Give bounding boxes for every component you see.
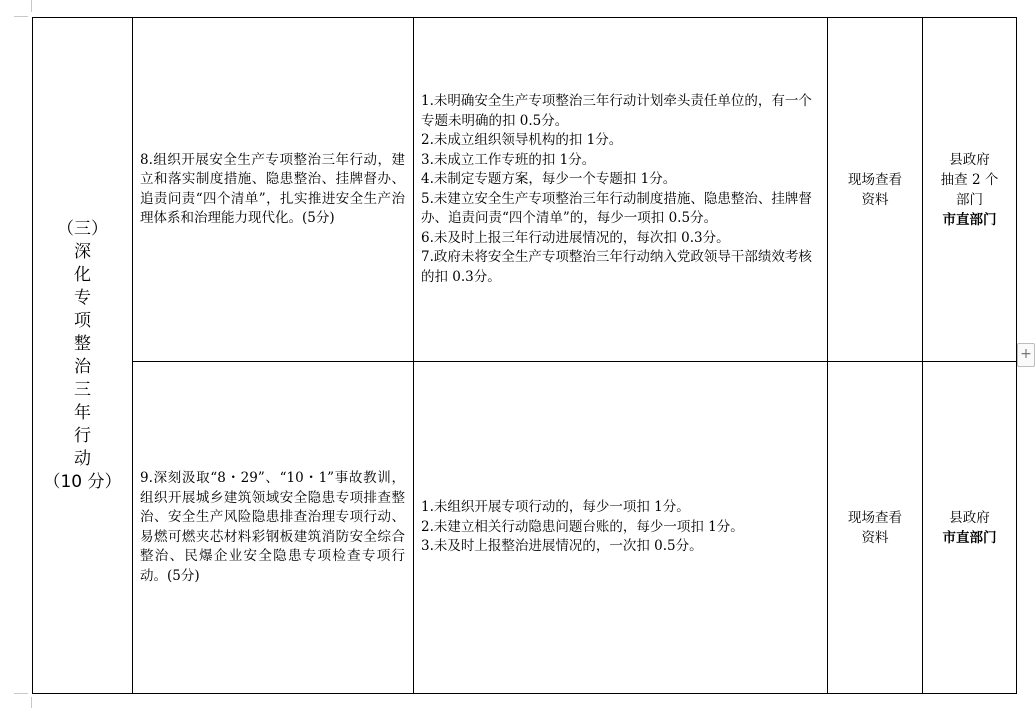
item-9: 9.深刻汲取“8・29”、“10・1”事故教训，组织开展城乡建筑领域安全隐患专项排查整治、安全生产风险隐患排查治理专项行动、易燃可燃夹芯材料彩钢板建筑消防安全综合整治、民爆企业安全隐患专项检查专项行动。(5分) [133, 362, 414, 694]
criteria-8-cell [414, 18, 828, 362]
category-cell [33, 18, 133, 694]
crop-mark [31, 697, 32, 708]
criterion: 5.未建立安全生产专项整治三年行动制度措施、隐患整治、挂牌督办、追责问责“四个清单”的，每少一项扣 0.5分。 [421, 190, 812, 226]
category-score: （10 分） [43, 471, 122, 492]
method-9 [828, 362, 923, 694]
criteria-list-8 [414, 92, 827, 287]
criteria-9-cell [414, 362, 828, 694]
criterion: 3.未成立工作专班的扣 1分。 [421, 151, 596, 168]
table-row [33, 362, 1017, 694]
crop-mark [14, 693, 28, 694]
table-row [33, 18, 1017, 362]
crop-mark [14, 16, 28, 17]
method-line: 现场查看 [848, 509, 902, 526]
category-prefix: （三） [57, 218, 108, 239]
method-8 [828, 18, 923, 362]
add-row-button[interactable]: + [1017, 343, 1035, 367]
method-line: 资料 [861, 529, 889, 546]
scope-line: 抽查 2 个部门 [940, 171, 999, 208]
scope-9 [923, 362, 1017, 694]
criterion: 1.未明确安全生产专项整治三年行动计划牵头责任单位的，有一个专题未明确的扣 0.5分。 [421, 93, 812, 129]
method-line: 现场查看 [848, 171, 902, 188]
scope-bold: 市直部门 [942, 529, 997, 546]
criterion: 7.政府未将安全生产专项整治三年行动纳入党政领导干部绩效考核的扣 0.3分。 [421, 249, 812, 285]
category-title: 深化专项整治三年行动 [74, 241, 91, 469]
scope-bold: 市直部门 [942, 211, 997, 228]
criterion: 4.未制定专题方案，每少一个专题扣 1分。 [421, 171, 677, 187]
criterion: 3.未及时上报整治进展情况的，一次扣 0.5分。 [421, 538, 703, 555]
crop-mark [31, 0, 32, 12]
scope-line: 县政府 [949, 151, 990, 168]
criterion: 1.未组织开展专项行动的，每少一项扣 1分。 [421, 499, 690, 516]
criterion: 2.未建立相关行动隐患问题台账的，每少一项扣 1分。 [421, 518, 744, 535]
method-line: 资料 [861, 191, 889, 208]
criterion: 6.未及时上报三年行动进展情况的，每次扣 0.3分。 [421, 229, 730, 246]
item-8: 8.组织开展安全生产专项整治三年行动，建立和落实制度措施、隐患整治、挂牌督办、追责问责“四个清单”，扎实推进安全生产治理体系和治理能力现代化。(5分) [133, 18, 414, 362]
assessment-table [32, 17, 1017, 694]
criterion: 2.未成立组织领导机构的扣 1分。 [421, 132, 623, 148]
criteria-list-9 [414, 498, 827, 557]
scope-line: 县政府 [949, 509, 990, 526]
scope-8 [923, 18, 1017, 362]
